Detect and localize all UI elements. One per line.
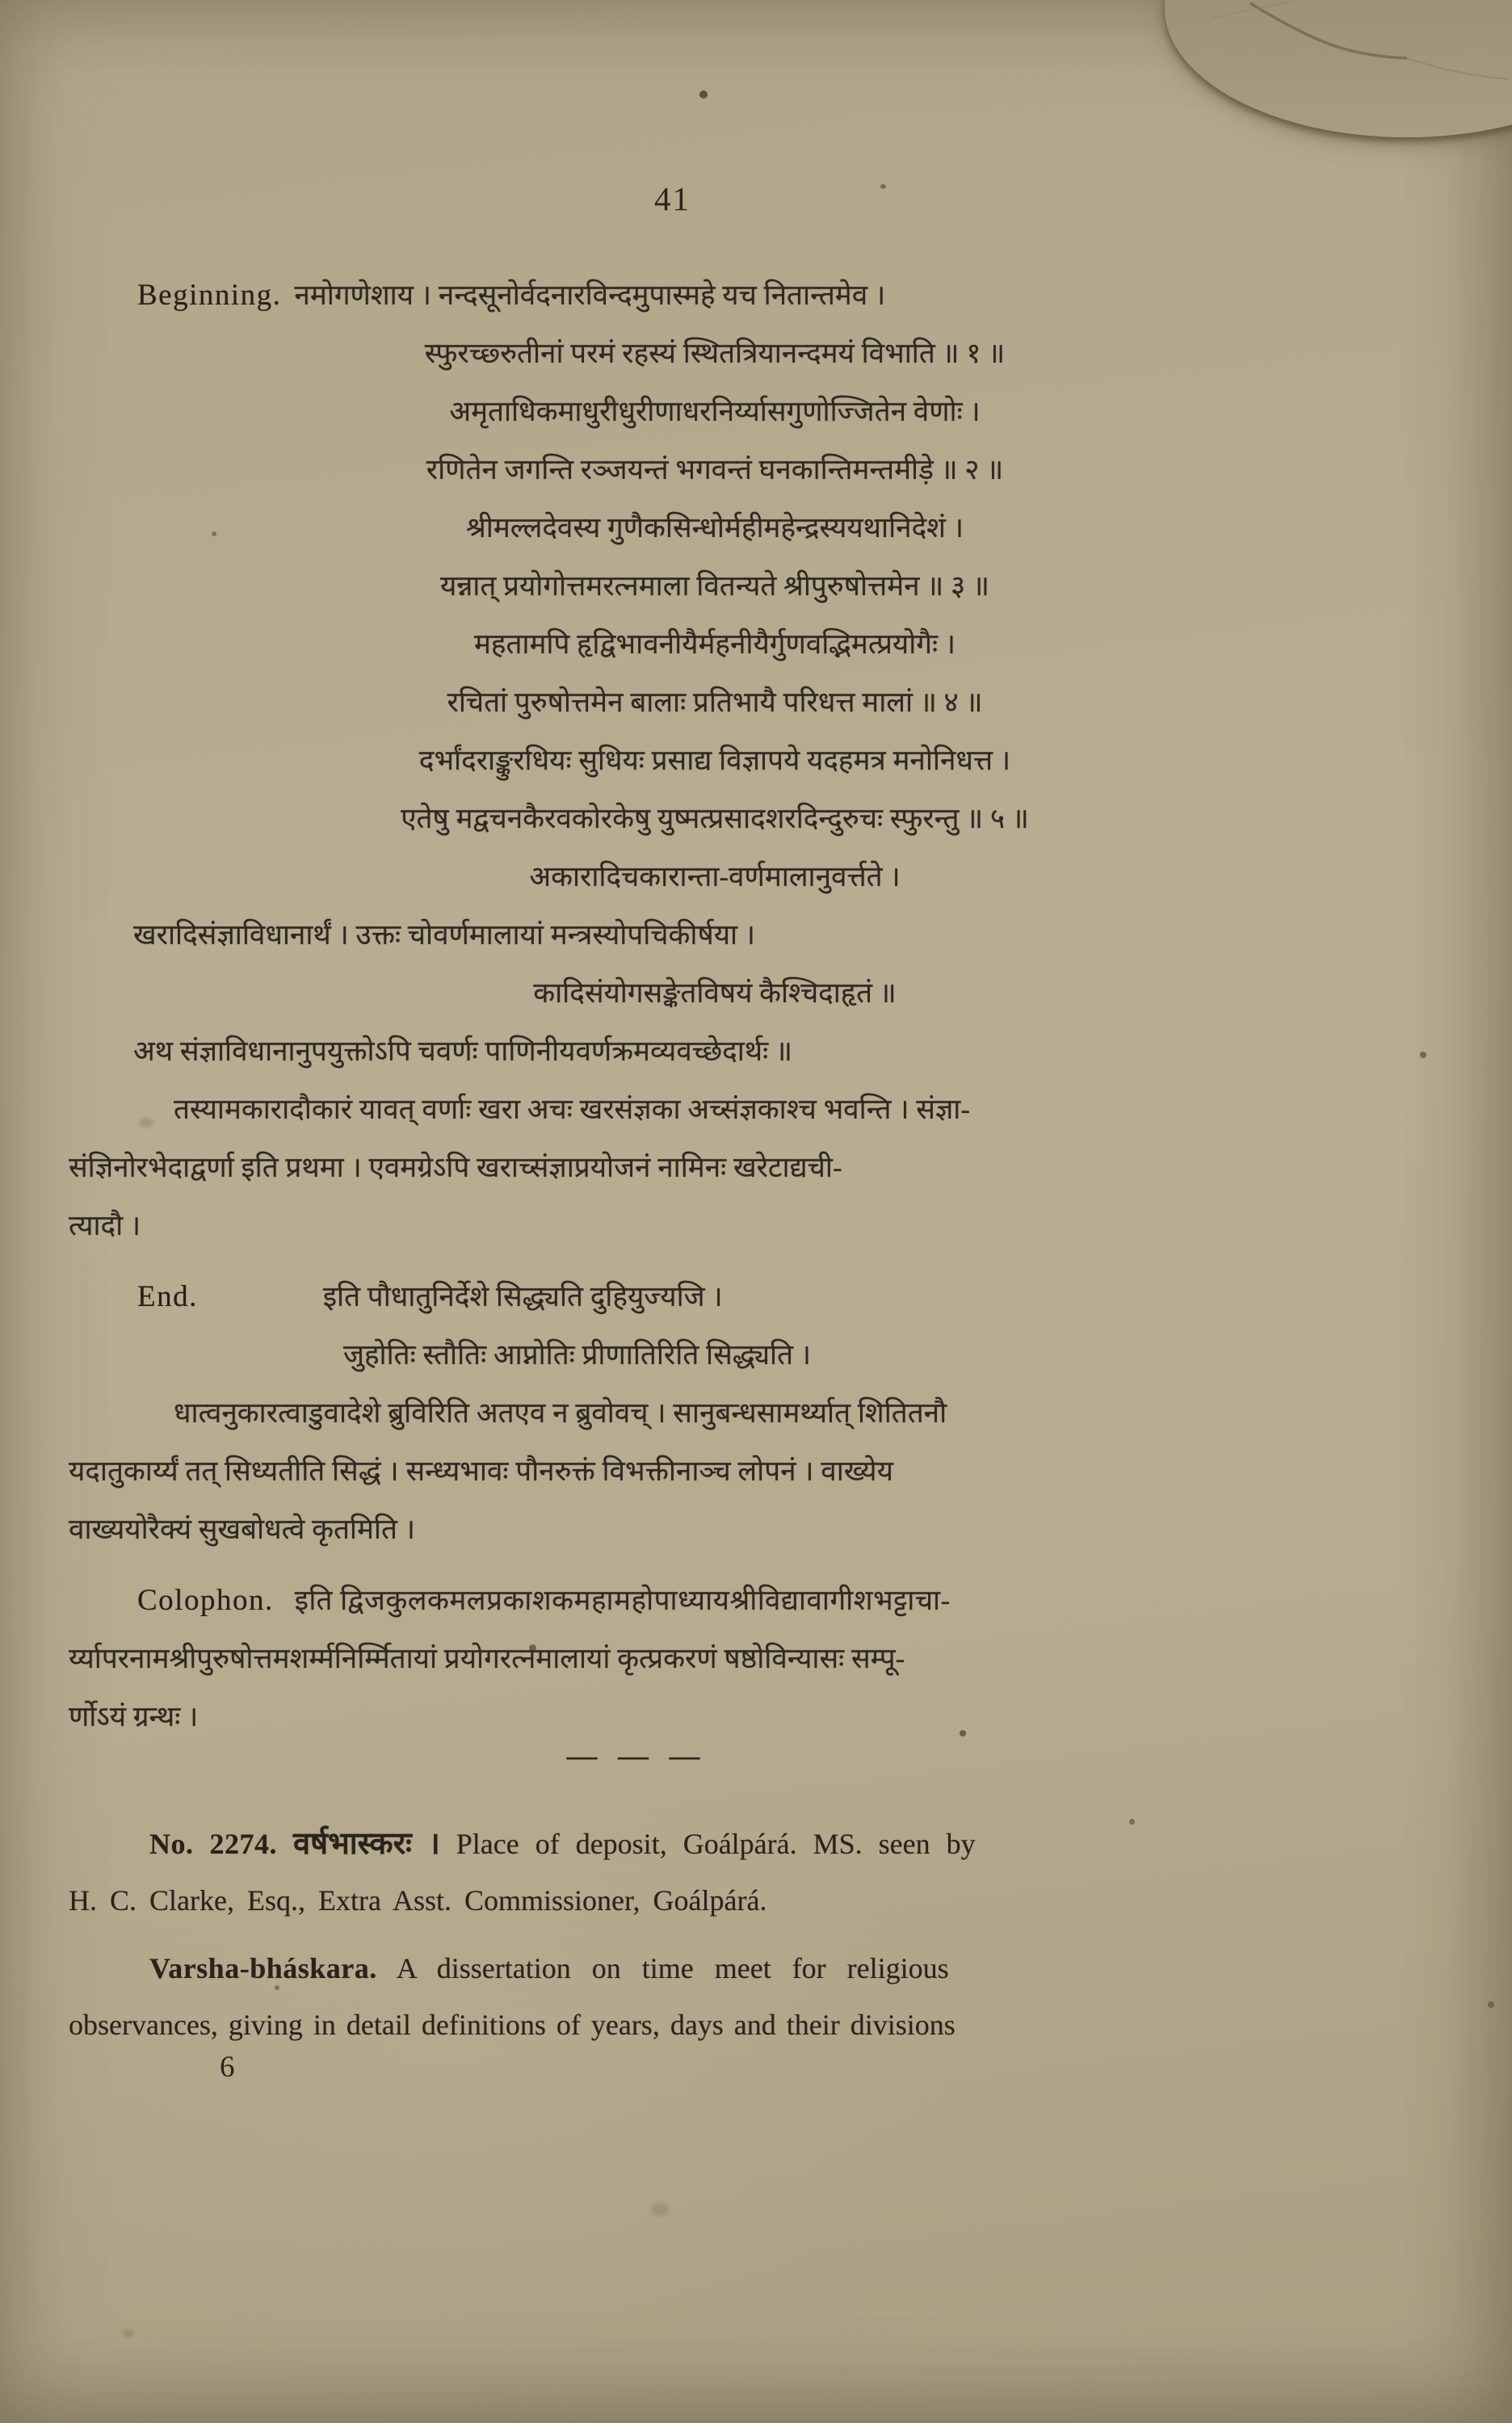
sanskrit-line: नमोगणेशाय । नन्दसूनोर्वदनारविन्दमुपास्महे यच नितान्तमेव । (294, 279, 886, 311)
entry-description-text: A dissertation on time meet for religious (396, 1952, 949, 1984)
sanskrit-line: जुहोतिः स्तौतिः आप्नोतिः प्रीणातिरिति सिद्ध्यति । (343, 1339, 812, 1371)
sanskrit-line: खरादिसंज्ञाविधानार्थं । उक्तः चोवर्णमालायां मन्त्रस्योपचिकीर्षया । (133, 919, 756, 951)
sanskrit-line: संज्ञिनोरभेदाद्वर्णा इति प्रथमा । एवमग्रेऽपि खराच्संज्ञाप्रयोजनं नामिनः खरेटाद्यची- (69, 1152, 842, 1183)
paper-speck (1488, 2001, 1494, 2008)
signature-mark: 6 (220, 2051, 235, 2084)
entry-no-label: No. (149, 1828, 194, 1860)
entry-work-title: Varsha-bháskara. (149, 1952, 377, 1984)
sanskrit-line: कादिसंयोगसङ्केतविषयं कैश्चिदाहृतं ॥ (533, 977, 897, 1009)
section-beginning (69, 267, 1240, 1255)
paper-speck (1420, 1052, 1426, 1058)
entry-description-line (69, 1940, 1248, 1997)
sanskrit-line: अमृताधिकमाधुरीधुरीणाधरनिर्य्यासगुणोज्जितेन वेणोः । (449, 396, 981, 427)
entry-examiner-line: H. C. Clarke, Esq., Extra Asst. Commissioner, Goálpárá. (69, 1884, 767, 1917)
sanskrit-line: अकारादिचकारान्ता-वर्णमालानुवर्त्तते । (529, 861, 901, 892)
entry-number: 2274. (209, 1828, 277, 1860)
sanskrit-line: धात्वनुकारत्वाडुवादेशे ब्रुविरिति अतएव न ब्रुवोवच् । सानुबन्धसामर्थ्यात् शितितनौ (174, 1397, 947, 1429)
sanskrit-line: तस्यामकारादौकारं यावत् वर्णाः खरा अचः खरसंज्ञका अच्संज्ञकाश्च भवन्ति । संज्ञा- (174, 1094, 971, 1125)
sanskrit-line: वाख्ययोरैक्यं सुखबोधत्वे कृतमिति । (69, 1514, 415, 1545)
sanskrit-line: रचितां पुरुषोत्तमेन बालाः प्रतिभायै परिधत्त मालां ॥ ४ ॥ (447, 687, 983, 718)
catalog-sections (69, 267, 1240, 1746)
manuscript-entry (69, 1816, 1248, 2053)
sanskrit-line: यदातुकार्य्यं तत् सिध्यतीति सिद्धं । सन्ध्यभावः पौनरुक्तं विभक्तीनाञ्च लोपनं । वाख्येय (69, 1455, 893, 1487)
section-divider-dashes: — — — (566, 1739, 707, 1773)
paper-speck (699, 90, 708, 99)
paper-speck (123, 2329, 134, 2337)
sanskrit-line: र्य्यापरनामश्रीपुरुषोत्तमशर्म्मनिर्म्मितायां प्रयोगरत्नमालायां कृत्प्रकरणं षष्ठोविन्यासः सम्पू- (69, 1643, 905, 1674)
sanskrit-line: इति पौधातुनिर्देशे सिद्ध्यति दुहियुज्यजि । (322, 1281, 723, 1312)
entry-description-line: observances, giving in detail definitions of years, days and their divisions (69, 2009, 956, 2041)
page-number: 41 (654, 180, 691, 217)
section-colophon (69, 1572, 1240, 1746)
entry-sanskrit-title: वर्षभास्करः । (293, 1827, 440, 1861)
section-label-beginning: Beginning. (137, 279, 282, 312)
sanskrit-line: इति द्विजकुलकमलप्रकाशकमहामहोपाध्यायश्रीविद्यावागीशभट्टाचा- (294, 1585, 951, 1616)
sanskrit-line: रणितेन जगन्ति रञ्जयन्तं भगवन्तं घनकान्तिमन्तमीड़े ॥ २ ॥ (426, 454, 1004, 485)
sanskrit-line: यन्नात् प्रयोगोत्तमरत्नमाला वितन्यते श्रीपुरुषोत्तमेन ॥ ३ ॥ (440, 570, 989, 602)
paper-speck (651, 2203, 669, 2216)
sanskrit-line: स्फुरच्छ्रुतीनां परमं रहस्यं स्थितत्रियानन्दमयं विभाति ॥ १ ॥ (424, 338, 1006, 369)
sanskrit-line: श्रीमल्लदेवस्य गुणैकसिन्धोर्महीमहेन्द्रस्ययथानिदेशं । (466, 512, 964, 544)
section-label-colophon: Colophon. (137, 1584, 274, 1617)
entry-heading-line (69, 1816, 1248, 1872)
entry-deposit-text: Place of deposit, Goálpárá. MS. seen by (456, 1828, 976, 1860)
sanskrit-line: र्णोऽयं ग्रन्थः । (69, 1701, 199, 1732)
section-end (69, 1268, 1240, 1559)
section-label-end: End. (137, 1280, 198, 1313)
sanskrit-line: दर्भांदराङ्कुरधियः सुधियः प्रसाद्य विज्ञापये यदहमत्र मनोनिधत्त । (418, 745, 1011, 776)
sanskrit-line: एतेषु मद्वचनकैरवकोरकेषु युष्मत्प्रसादशरदिन्दुरुचः स्फुरन्तु ॥ ५ ॥ (401, 803, 1029, 834)
page-corner-curl (1165, 0, 1512, 137)
sanskrit-line: अथ संज्ञाविधानानुपयुक्तोऽपि चवर्णः पाणिनीयवर्णक्रमव्यवच्छेदार्थः ॥ (133, 1035, 792, 1067)
sanskrit-line: त्यादौ । (69, 1210, 141, 1241)
sanskrit-line: महतामपि हृद्विभावनीयैर्महनीयैर्गुणवद्भिमत्प्रयोगैः । (473, 628, 956, 660)
